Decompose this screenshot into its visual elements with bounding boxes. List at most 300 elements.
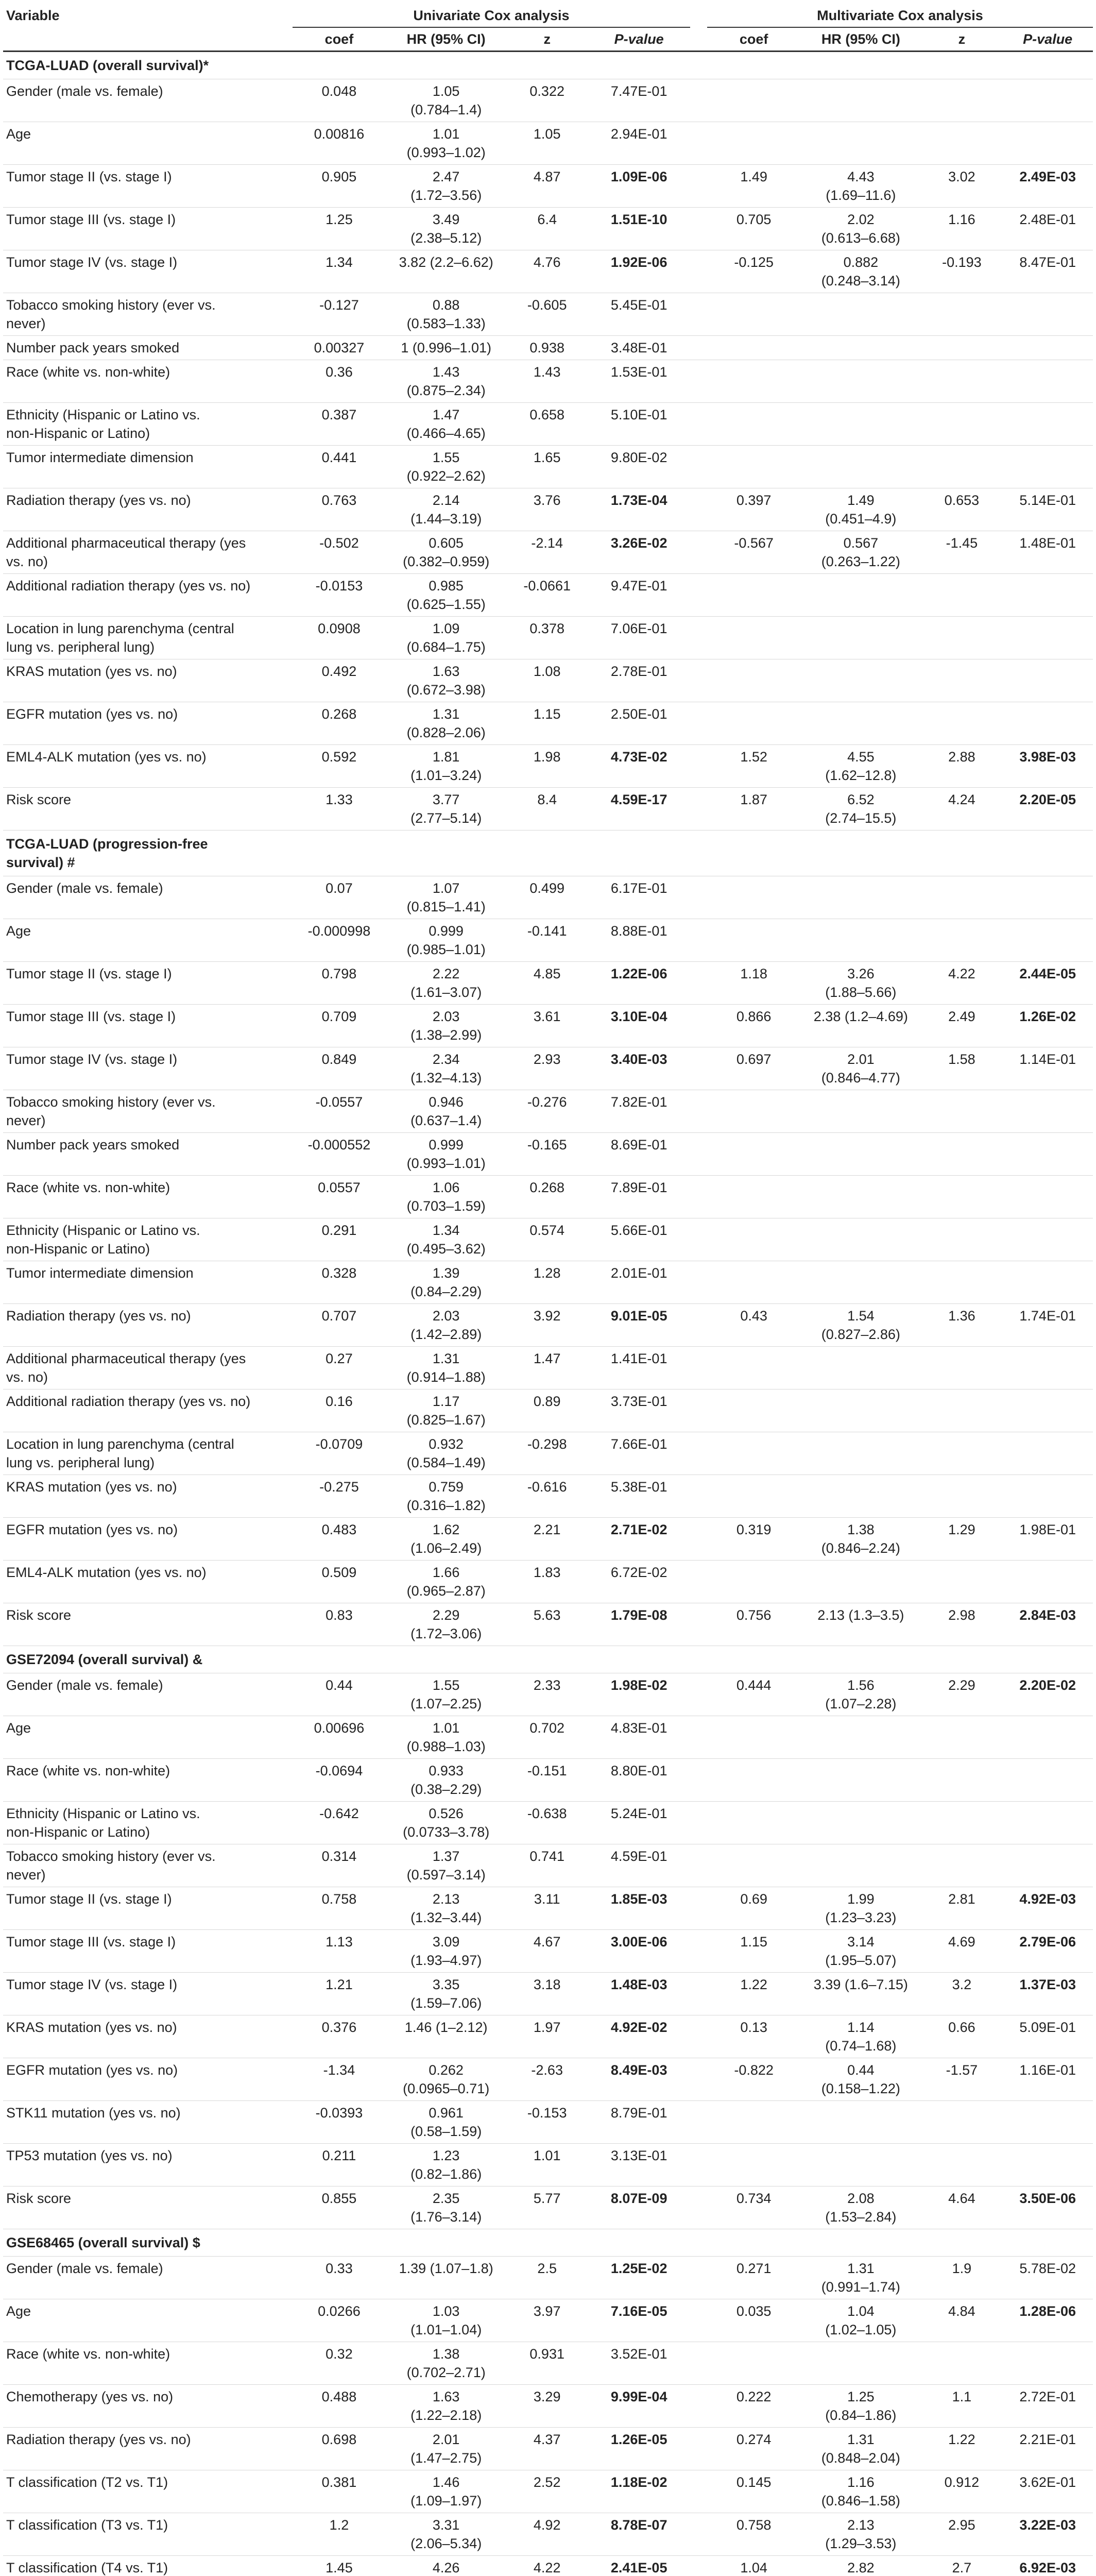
uni-coef-cell: -0.0393: [293, 2101, 386, 2144]
table-row: [3, 2513, 1093, 2556]
uni-coef-cell: 0.00816: [293, 122, 386, 165]
uni-coef-cell: 0.492: [293, 659, 386, 702]
uni-z-cell: 1.43: [506, 360, 588, 403]
uni-pvalue-cell: 2.94E-01: [588, 122, 690, 165]
multi-hr-cell: [800, 403, 921, 446]
multi-pvalue-cell: [1002, 1759, 1093, 1802]
multi-pvalue-cell: 2.48E-01: [1002, 208, 1093, 250]
uni-z-cell: 5.63: [506, 1603, 588, 1646]
multi-z-cell: [921, 1261, 1002, 1304]
uni-z-cell: 3.29: [506, 2385, 588, 2428]
gap-cell: [690, 1518, 707, 1561]
uni-z-cell: -0.276: [506, 1090, 588, 1133]
uni-pvalue-cell: 2.78E-01: [588, 659, 690, 702]
uni-coef-cell: 1.13: [293, 1930, 386, 1973]
variable-cell: Risk score: [3, 2187, 293, 2229]
gap-cell: [690, 1347, 707, 1389]
table-row: [3, 659, 1093, 702]
uni-hr-cell: 1.23 (0.82–1.86): [386, 2144, 506, 2187]
table-body: [3, 52, 1093, 2576]
uni-z-cell: 1.08: [506, 659, 588, 702]
variable-cell: Tumor stage II (vs. stage I): [3, 165, 293, 208]
multi-hr-cell: 2.01 (0.846–4.77): [800, 1047, 921, 1090]
variable-cell: Tumor stage IV (vs. stage I): [3, 250, 293, 293]
uni-z-cell: 1.83: [506, 1561, 588, 1603]
multi-z-cell: [921, 360, 1002, 403]
multi-pvalue-cell: [1002, 2144, 1093, 2187]
uni-hr-cell: 1.55 (0.922–2.62): [386, 446, 506, 488]
gap-cell: [690, 250, 707, 293]
multi-coef-cell: [707, 617, 800, 659]
multi-pvalue-cell: 1.26E-02: [1002, 1005, 1093, 1047]
uni-z-cell: 6.4: [506, 208, 588, 250]
multi-z-cell: 2.7: [921, 2556, 1002, 2576]
gap-cell: [690, 745, 707, 788]
multi-pvalue-cell: 1.74E-01: [1002, 1304, 1093, 1347]
uni-coef-cell: -0.0153: [293, 574, 386, 617]
multi-pvalue-cell: [1002, 1261, 1093, 1304]
uni-coef-cell: 0.376: [293, 2015, 386, 2058]
table-row: [3, 2257, 1093, 2299]
uni-pvalue-cell: 8.79E-01: [588, 2101, 690, 2144]
variable-cell: TP53 mutation (yes vs. no): [3, 2144, 293, 2187]
multi-hr-cell: [800, 1389, 921, 1432]
multi-pvalue-cell: [1002, 2101, 1093, 2144]
table-row: [3, 1304, 1093, 1347]
uni-hr-cell: 1.01 (0.993–1.02): [386, 122, 506, 165]
uni-hr-cell: 1.39 (0.84–2.29): [386, 1261, 506, 1304]
uni-coef-cell: 0.211: [293, 2144, 386, 2187]
multi-z-cell: 4.22: [921, 962, 1002, 1005]
multi-coef-cell: [707, 1802, 800, 1844]
uni-z-cell: 1.47: [506, 1347, 588, 1389]
multi-z-cell: [921, 659, 1002, 702]
table-row: [3, 2470, 1093, 2513]
uni-coef-cell: 0.048: [293, 79, 386, 122]
gap-cell: [690, 2385, 707, 2428]
variable-cell: Tumor stage IV (vs. stage I): [3, 1973, 293, 2015]
uni-pvalue-cell: 5.24E-01: [588, 1802, 690, 1844]
gap-cell: [690, 336, 707, 360]
uni-hr-cell: 2.34 (1.32–4.13): [386, 1047, 506, 1090]
uni-hr-cell: 2.14 (1.44–3.19): [386, 488, 506, 531]
uni-coef-cell: 0.44: [293, 1673, 386, 1716]
multi-z-cell: [921, 1475, 1002, 1518]
uni-hr-cell: 1.63 (0.672–3.98): [386, 659, 506, 702]
variable-cell: Tumor stage III (vs. stage I): [3, 208, 293, 250]
table-row: [3, 617, 1093, 659]
multi-hr-cell: 1.56 (1.07–2.28): [800, 1673, 921, 1716]
uni-hr-cell: 0.961 (0.58–1.59): [386, 2101, 506, 2144]
multi-pvalue-cell: [1002, 293, 1093, 336]
uni-hr-cell: 2.03 (1.38–2.99): [386, 1005, 506, 1047]
multi-hr-cell: 3.26 (1.88–5.66): [800, 962, 921, 1005]
multi-pvalue-cell: 3.62E-01: [1002, 2470, 1093, 2513]
multi-z-cell: [921, 876, 1002, 919]
multi-coef-cell: 0.035: [707, 2299, 800, 2342]
multi-coef-cell: [707, 122, 800, 165]
table-row: [3, 1005, 1093, 1047]
variable-cell: Radiation therapy (yes vs. no): [3, 1304, 293, 1347]
multi-pvalue-cell: [1002, 1133, 1093, 1176]
multi-coef-cell: [707, 293, 800, 336]
gap-cell: [690, 2556, 707, 2576]
gap-cell: [690, 2187, 707, 2229]
gap-cell: [690, 446, 707, 488]
uni-hr-cell: 0.262 (0.0965–0.71): [386, 2058, 506, 2101]
uni-pvalue-cell: 1.18E-02: [588, 2470, 690, 2513]
table-row: [3, 79, 1093, 122]
gap-cell: [690, 360, 707, 403]
uni-z-cell: -0.0661: [506, 574, 588, 617]
table-row: [3, 1930, 1093, 1973]
variable-cell: Location in lung parenchyma (central lung vs. peripheral lung): [3, 1432, 293, 1475]
multi-coef-cell: [707, 702, 800, 745]
gap-cell: [690, 403, 707, 446]
multi-coef-cell: [707, 2101, 800, 2144]
gap-cell: [690, 2342, 707, 2385]
uni-z-cell: 4.92: [506, 2513, 588, 2556]
uni-z-cell: 3.92: [506, 1304, 588, 1347]
gap-cell: [690, 2513, 707, 2556]
uni-pvalue-cell: 9.99E-04: [588, 2385, 690, 2428]
multi-pvalue-cell: [1002, 360, 1093, 403]
uni-coef-cell: 0.483: [293, 1518, 386, 1561]
uni-hr-cell: 0.985 (0.625–1.55): [386, 574, 506, 617]
gap-cell: [690, 79, 707, 122]
table-row: [3, 2299, 1093, 2342]
uni-hr-cell: 3.09 (1.93–4.97): [386, 1930, 506, 1973]
uni-coef-cell: 0.291: [293, 1218, 386, 1261]
table-row: [3, 2015, 1093, 2058]
multi-pvalue-cell: [1002, 919, 1093, 962]
uni-hr-cell: 1.43 (0.875–2.34): [386, 360, 506, 403]
gap-cell: [690, 1432, 707, 1475]
multi-pvalue-cell: 1.98E-01: [1002, 1518, 1093, 1561]
multi-pvalue-cell: 3.22E-03: [1002, 2513, 1093, 2556]
multi-z-cell: 1.36: [921, 1304, 1002, 1347]
multi-z-cell: [921, 336, 1002, 360]
uni-z-cell: 2.21: [506, 1518, 588, 1561]
multi-z-cell: [921, 1347, 1002, 1389]
multi-coef-cell: 0.222: [707, 2385, 800, 2428]
uni-coef-cell: 0.758: [293, 1887, 386, 1930]
uni-z-cell: 0.658: [506, 403, 588, 446]
table-row: [3, 745, 1093, 788]
uni-pvalue-cell: 3.00E-06: [588, 1930, 690, 1973]
multi-z-cell: [921, 1844, 1002, 1887]
uni-z-cell: -0.153: [506, 2101, 588, 2144]
uni-hr-cell: 1.31 (0.828–2.06): [386, 702, 506, 745]
multi-z-cell: [921, 2342, 1002, 2385]
uni-hr-cell: 0.759 (0.316–1.82): [386, 1475, 506, 1518]
multi-z-cell: -1.45: [921, 531, 1002, 574]
multi-coef-cell: [707, 1133, 800, 1176]
uni-coef-cell: 0.00696: [293, 1716, 386, 1759]
gap-cell: [690, 574, 707, 617]
uni-z-cell: 1.97: [506, 2015, 588, 2058]
multi-z-cell: 1.29: [921, 1518, 1002, 1561]
multi-coef-cell: 1.87: [707, 788, 800, 831]
multi-z-cell: 1.9: [921, 2257, 1002, 2299]
variable-cell: STK11 mutation (yes vs. no): [3, 2101, 293, 2144]
multi-hr-cell: 1.16 (0.846–1.58): [800, 2470, 921, 2513]
uni-z-cell: 0.378: [506, 617, 588, 659]
multi-z-cell: 2.98: [921, 1603, 1002, 1646]
uni-z-cell: -0.298: [506, 1432, 588, 1475]
multi-z-cell: 2.81: [921, 1887, 1002, 1930]
uni-z-cell: 0.702: [506, 1716, 588, 1759]
header-variable: Variable: [3, 4, 293, 52]
multi-hr-cell: [800, 1432, 921, 1475]
multi-hr-cell: 1.49 (0.451–4.9): [800, 488, 921, 531]
uni-coef-cell: 0.32: [293, 2342, 386, 2385]
table-row: [3, 165, 1093, 208]
gap-cell: [690, 122, 707, 165]
table-row: [3, 2144, 1093, 2187]
multi-coef-cell: [707, 360, 800, 403]
table-header: [3, 4, 1093, 52]
variable-cell: Tumor stage IV (vs. stage I): [3, 1047, 293, 1090]
multi-pvalue-cell: [1002, 336, 1093, 360]
variable-cell: Age: [3, 122, 293, 165]
multi-pvalue-cell: [1002, 122, 1093, 165]
variable-cell: Tumor stage III (vs. stage I): [3, 1930, 293, 1973]
multi-pvalue-cell: [1002, 1176, 1093, 1218]
gap-cell: [690, 1090, 707, 1133]
uni-pvalue-cell: 7.16E-05: [588, 2299, 690, 2342]
multi-pvalue-cell: 1.28E-06: [1002, 2299, 1093, 2342]
multi-z-cell: -0.193: [921, 250, 1002, 293]
uni-coef-cell: -0.0557: [293, 1090, 386, 1133]
uni-hr-cell: 3.82 (2.2–6.62): [386, 250, 506, 293]
multi-z-cell: [921, 2144, 1002, 2187]
uni-pvalue-cell: 8.49E-03: [588, 2058, 690, 2101]
gap-cell: [690, 1887, 707, 1930]
multi-pvalue-cell: [1002, 574, 1093, 617]
uni-pvalue-cell: 8.69E-01: [588, 1133, 690, 1176]
uni-pvalue-cell: 5.45E-01: [588, 293, 690, 336]
gap-cell: [690, 702, 707, 745]
table-row: [3, 208, 1093, 250]
variable-cell: Gender (male vs. female): [3, 1673, 293, 1716]
uni-z-cell: 4.87: [506, 165, 588, 208]
multi-coef-cell: [707, 1561, 800, 1603]
multi-coef-cell: -0.822: [707, 2058, 800, 2101]
multi-pvalue-cell: [1002, 446, 1093, 488]
multi-z-cell: 2.49: [921, 1005, 1002, 1047]
gap-cell: [690, 1973, 707, 2015]
uni-pvalue-cell: 9.01E-05: [588, 1304, 690, 1347]
multi-z-cell: 4.69: [921, 1930, 1002, 1973]
gap-cell: [690, 2428, 707, 2470]
multi-hr-cell: 1.31 (0.848–2.04): [800, 2428, 921, 2470]
variable-cell: Number pack years smoked: [3, 1133, 293, 1176]
table-row: [3, 1844, 1093, 1887]
uni-z-cell: 3.97: [506, 2299, 588, 2342]
gap-cell: [690, 919, 707, 962]
uni-pvalue-cell: 7.06E-01: [588, 617, 690, 659]
gap-cell: [690, 1047, 707, 1090]
gap-cell: [690, 531, 707, 574]
uni-hr-cell: 1.39 (1.07–1.8): [386, 2257, 506, 2299]
multi-coef-cell: 0.705: [707, 208, 800, 250]
table-row: [3, 1432, 1093, 1475]
multi-coef-cell: 1.18: [707, 962, 800, 1005]
multi-hr-cell: [800, 122, 921, 165]
table-row: [3, 2187, 1093, 2229]
table-row: [3, 1261, 1093, 1304]
header-gap: [690, 4, 707, 27]
uni-hr-cell: 0.999 (0.985–1.01): [386, 919, 506, 962]
gap-cell: [690, 1673, 707, 1716]
multi-coef-cell: 0.274: [707, 2428, 800, 2470]
multi-pvalue-cell: 2.84E-03: [1002, 1603, 1093, 1646]
variable-cell: Tobacco smoking history (ever vs. never): [3, 1090, 293, 1133]
uni-z-cell: 0.268: [506, 1176, 588, 1218]
uni-coef-cell: 0.36: [293, 360, 386, 403]
uni-pvalue-cell: 4.83E-01: [588, 1716, 690, 1759]
variable-cell: KRAS mutation (yes vs. no): [3, 659, 293, 702]
variable-cell: Tumor stage III (vs. stage I): [3, 1005, 293, 1047]
multi-coef-cell: [707, 336, 800, 360]
uni-pvalue-cell: 3.13E-01: [588, 2144, 690, 2187]
uni-coef-cell: -0.000552: [293, 1133, 386, 1176]
multi-pvalue-cell: 2.49E-03: [1002, 165, 1093, 208]
table-row: [3, 1090, 1093, 1133]
table-row: [3, 2556, 1093, 2576]
variable-cell: Chemotherapy (yes vs. no): [3, 2385, 293, 2428]
uni-coef-cell: 0.314: [293, 1844, 386, 1887]
uni-z-cell: 1.65: [506, 446, 588, 488]
uni-z-cell: -0.605: [506, 293, 588, 336]
multi-hr-cell: [800, 659, 921, 702]
multi-coef-cell: [707, 79, 800, 122]
uni-pvalue-cell: 1.79E-08: [588, 1603, 690, 1646]
uni-pvalue-cell: 1.25E-02: [588, 2257, 690, 2299]
table-row: [3, 1603, 1093, 1646]
uni-z-cell: 3.18: [506, 1973, 588, 2015]
uni-pvalue-cell: 7.47E-01: [588, 79, 690, 122]
uni-coef-cell: -0.502: [293, 531, 386, 574]
variable-cell: EGFR mutation (yes vs. no): [3, 2058, 293, 2101]
gap-cell: [690, 1304, 707, 1347]
table-row: [3, 122, 1093, 165]
variable-cell: Tumor intermediate dimension: [3, 1261, 293, 1304]
uni-pvalue-cell: 4.73E-02: [588, 745, 690, 788]
multi-pvalue-cell: 5.14E-01: [1002, 488, 1093, 531]
uni-z-cell: -2.63: [506, 2058, 588, 2101]
variable-cell: Tumor stage II (vs. stage I): [3, 1887, 293, 1930]
multi-z-cell: [921, 574, 1002, 617]
multi-hr-cell: [800, 1347, 921, 1389]
multi-pvalue-cell: [1002, 1475, 1093, 1518]
variable-cell: Radiation therapy (yes vs. no): [3, 488, 293, 531]
gap-cell: [690, 1475, 707, 1518]
uni-z-cell: 1.01: [506, 2144, 588, 2187]
multi-coef-cell: 0.756: [707, 1603, 800, 1646]
table-row: [3, 1475, 1093, 1518]
variable-cell: Ethnicity (Hispanic or Latino vs. non-Hispanic or Latino): [3, 1802, 293, 1844]
gap-cell: [690, 208, 707, 250]
table-row: [3, 1673, 1093, 1716]
uni-z-cell: 0.574: [506, 1218, 588, 1261]
multi-pvalue-cell: [1002, 1432, 1093, 1475]
table-row: [3, 1389, 1093, 1432]
multi-z-cell: 2.29: [921, 1673, 1002, 1716]
gap-cell: [690, 1561, 707, 1603]
multi-z-cell: 0.653: [921, 488, 1002, 531]
uni-coef-cell: -1.34: [293, 2058, 386, 2101]
section-header-row: [3, 831, 1093, 876]
multi-hr-cell: 2.38 (1.2–4.69): [800, 1005, 921, 1047]
uni-coef-cell: -0.642: [293, 1802, 386, 1844]
uni-hr-cell: 1.34 (0.495–3.62): [386, 1218, 506, 1261]
uni-z-cell: 3.76: [506, 488, 588, 531]
multi-coef-cell: [707, 1261, 800, 1304]
section-header-row: [3, 52, 1093, 79]
uni-coef-cell: 0.592: [293, 745, 386, 788]
multi-hr-cell: 2.13 (1.29–3.53): [800, 2513, 921, 2556]
uni-z-cell: 2.33: [506, 1673, 588, 1716]
gap-cell: [690, 1218, 707, 1261]
table-row: [3, 1973, 1093, 2015]
uni-coef-cell: 0.387: [293, 403, 386, 446]
multi-coef-cell: [707, 1844, 800, 1887]
table-row: [3, 574, 1093, 617]
multi-pvalue-cell: [1002, 1561, 1093, 1603]
uni-z-cell: 0.938: [506, 336, 588, 360]
multi-pvalue-cell: 6.92E-03: [1002, 2556, 1093, 2576]
multi-coef-cell: 1.04: [707, 2556, 800, 2576]
uni-z-cell: 4.22: [506, 2556, 588, 2576]
uni-z-cell: -2.14: [506, 531, 588, 574]
uni-coef-cell: 0.849: [293, 1047, 386, 1090]
variable-cell: Additional pharmaceutical therapy (yes vs. no): [3, 1347, 293, 1389]
section-header-row: [3, 2229, 1093, 2257]
uni-coef-cell: 0.905: [293, 165, 386, 208]
uni-coef-cell: 0.509: [293, 1561, 386, 1603]
multi-z-cell: [921, 1561, 1002, 1603]
multi-coef-cell: 0.69: [707, 1887, 800, 1930]
multi-hr-cell: [800, 1176, 921, 1218]
multi-coef-cell: [707, 1218, 800, 1261]
multi-hr-cell: [800, 336, 921, 360]
multi-coef-cell: 0.444: [707, 1673, 800, 1716]
uni-pvalue-cell: 1.41E-01: [588, 1347, 690, 1389]
multi-z-cell: [921, 1716, 1002, 1759]
table-row: [3, 2385, 1093, 2428]
uni-coef-cell: -0.0709: [293, 1432, 386, 1475]
uni-hr-cell: 3.77 (2.77–5.14): [386, 788, 506, 831]
multi-coef-cell: -0.125: [707, 250, 800, 293]
header-uni-coef: coef: [293, 27, 386, 52]
multi-z-cell: 1.1: [921, 2385, 1002, 2428]
uni-hr-cell: 1.17 (0.825–1.67): [386, 1389, 506, 1432]
uni-coef-cell: -0.127: [293, 293, 386, 336]
variable-cell: Radiation therapy (yes vs. no): [3, 2428, 293, 2470]
multi-hr-cell: [800, 1759, 921, 1802]
uni-hr-cell: 2.13 (1.32–3.44): [386, 1887, 506, 1930]
multi-z-cell: -1.57: [921, 2058, 1002, 2101]
uni-coef-cell: 0.488: [293, 2385, 386, 2428]
table-row: [3, 403, 1093, 446]
uni-pvalue-cell: 4.59E-01: [588, 1844, 690, 1887]
uni-coef-cell: 0.855: [293, 2187, 386, 2229]
gap-cell: [690, 876, 707, 919]
uni-z-cell: -0.165: [506, 1133, 588, 1176]
multi-hr-cell: [800, 2342, 921, 2385]
